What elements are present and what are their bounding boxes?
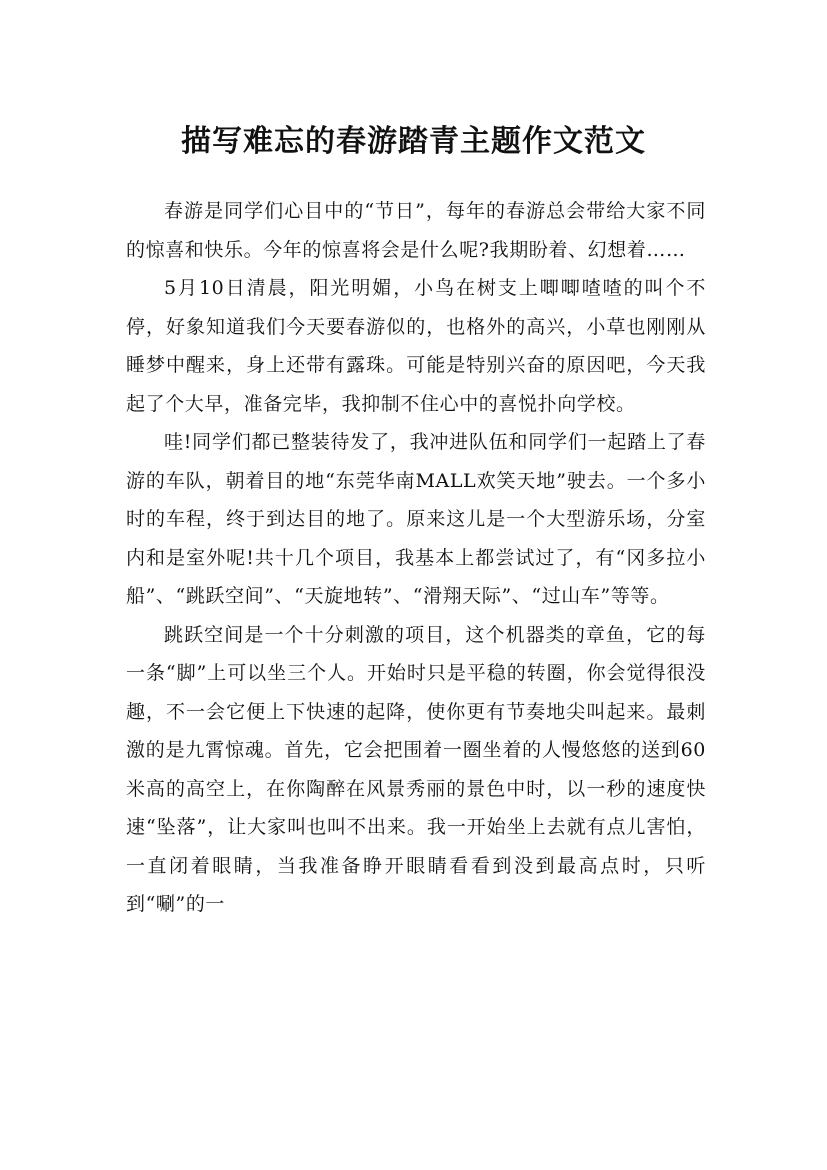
paragraph: 5月10日清晨，阳光明媚，小鸟在树支上唧唧喳喳的叫个不停，好象知道我们今天要春游似的，也格外的高兴，小草也刚刚从睡梦中醒来，身上还带有露珠。可能是特别兴奋的原因吧，今天我起了个大早，准备完毕，我抑制不住心中的喜悦扑向学校。	[126, 277, 706, 415]
document-title: 描写难忘的春游踏青主题作文范文	[181, 124, 646, 160]
paragraph: 春游是同学们心目中的“节日”，每年的春游总会带给大家不同的惊喜和快乐。今年的惊喜将会是什么呢?我期盼着、幻想着……	[126, 200, 706, 261]
paragraph: 跳跃空间是一个十分刺激的项目，这个机器类的章鱼，它的每一条“脚”上可以坐三个人。开始时只是平稳的转圈，你会觉得很没趣，不一会它便上下快速的起降，使你更有节奏地尖叫起来。最刺激的是九霄惊魂。首先，它会把围着一圈坐着的人慢悠悠的送到60米高的高空上，在你陶醉在风景秀丽的景色中时，以一秒的速度快速“坠落”，让大家叫也叫不出来。我一开始坐上去就有点儿害怕，一直闭着眼睛，当我准备睁开眼睛看看到没到最高点时，只听到“唰”的一	[126, 623, 706, 915]
paragraph: 哇!同学们都已整装待发了，我冲进队伍和同学们一起踏上了春游的车队，朝着目的地“东莞华南MALL欢笑天地”驶去。一个多小时的车程，终于到达目的地了。原来这儿是一个大型游乐场，分室内和是室外呢!共十几个项目，我基本上都尝试过了，有“冈多拉小船”、“跳跃空间”、“天旋地转”、“滑翔天际”、“过山车”等等。	[126, 431, 706, 607]
document-body	[126, 192, 706, 924]
